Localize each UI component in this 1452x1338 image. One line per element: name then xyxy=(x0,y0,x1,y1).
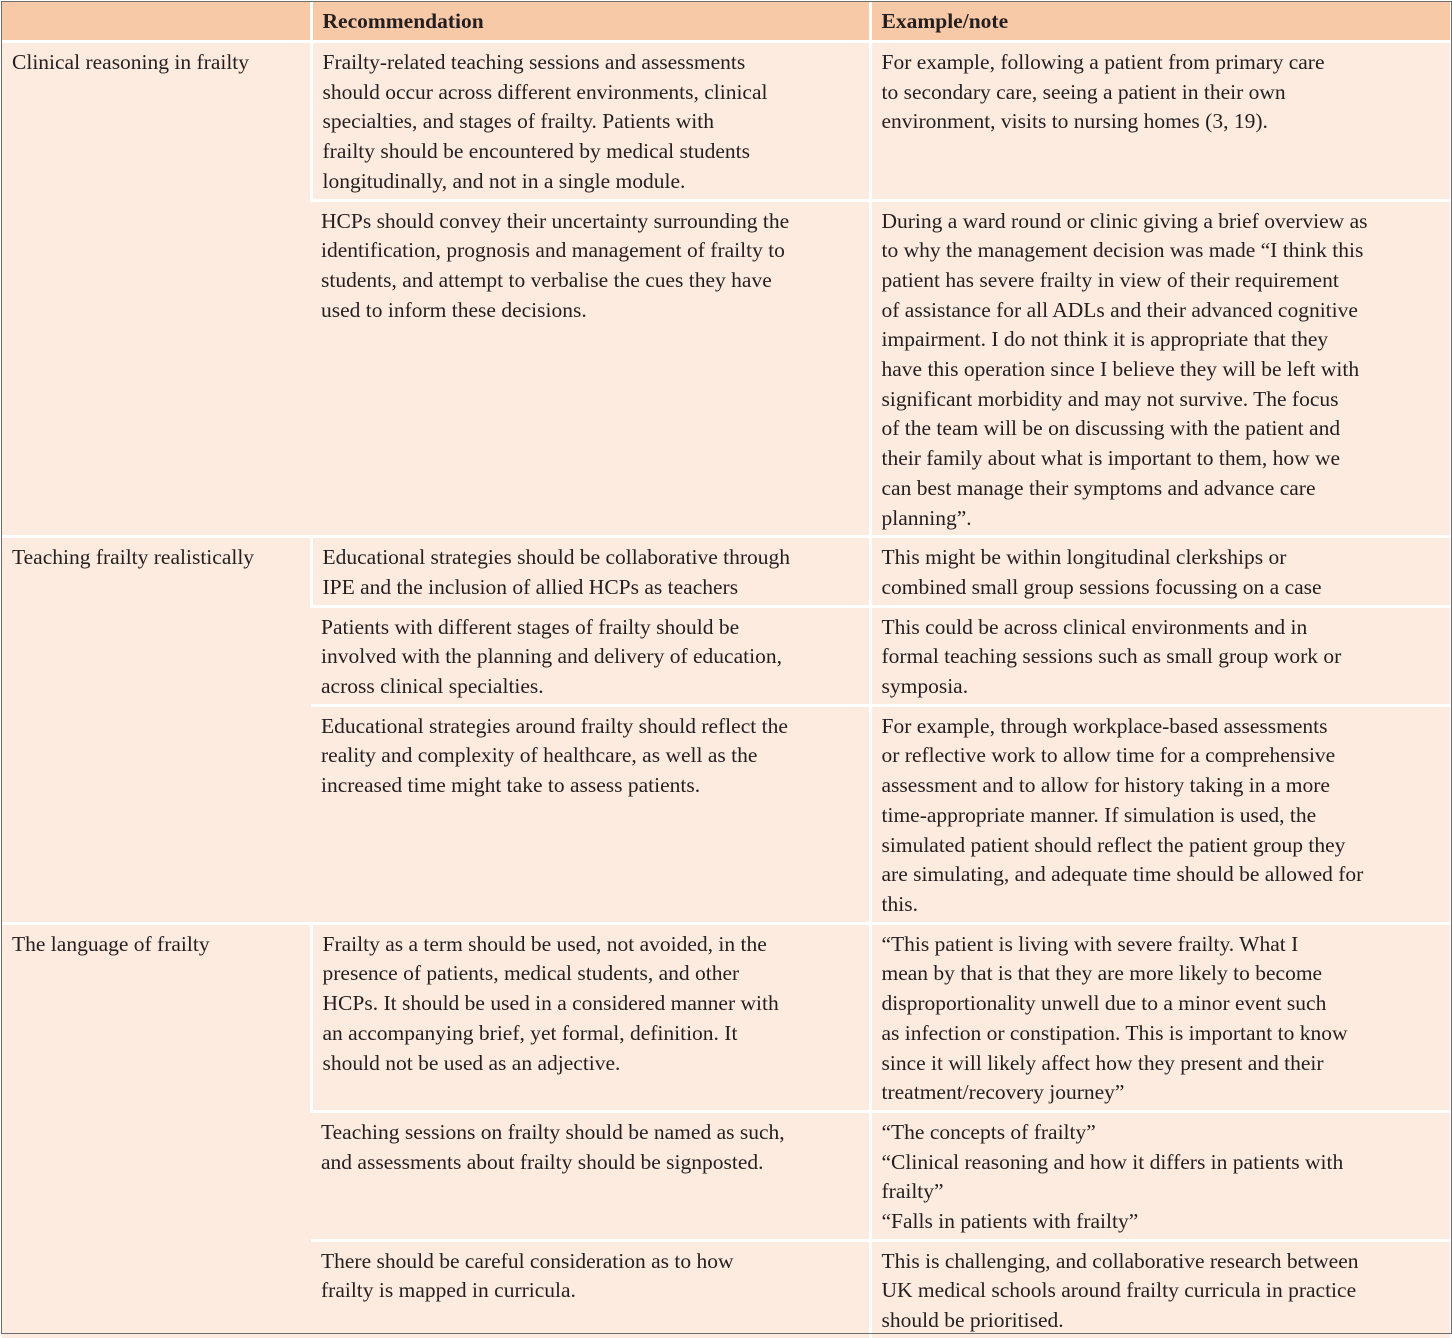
text-line: should occur across different environments, clinical xyxy=(322,79,768,104)
recommendation-cell xyxy=(311,705,870,923)
text-line: reality and complexity of healthcare, as well as the xyxy=(321,743,758,768)
text-line: There should be careful consideration as to how xyxy=(321,1248,734,1273)
text-line: patient has severe frailty in view of their requirement xyxy=(881,267,1339,292)
text-line: should not be used as an adjective. xyxy=(322,1050,621,1075)
text-line: of assistance for all ADLs and their advanced cognitive xyxy=(881,297,1358,322)
text-line: “Falls in patients with frailty” xyxy=(881,1209,1139,1234)
text-line: are simulating, and adequate time should be allowed for xyxy=(881,862,1364,887)
text-line: “This patient is living with severe frailty. What I xyxy=(881,931,1299,956)
text-line: IPE and the inclusion of allied HCPs as teachers xyxy=(322,574,739,599)
text-line: During a ward round or clinic giving a brief overview as xyxy=(881,208,1368,233)
recommendation-cell xyxy=(311,1111,870,1240)
table-row xyxy=(2,537,1450,606)
text-line: Patients with different stages of frailty should be xyxy=(321,614,740,639)
example-note-cell xyxy=(870,1111,1450,1240)
text-line: UK medical schools around frailty curricula in practice xyxy=(881,1278,1357,1303)
text-line: “The concepts of frailty” xyxy=(881,1119,1096,1144)
text-line: disproportionality unwell due to a minor event such xyxy=(881,991,1327,1016)
text-line: formal teaching sessions such as small group work or xyxy=(881,644,1342,669)
recommendation-cell xyxy=(311,923,870,1111)
header-recommendation: Recommendation xyxy=(311,2,870,42)
text-line: have this operation since I believe they will be left with xyxy=(881,357,1360,382)
table-row xyxy=(2,923,1450,1111)
text-line: HCPs. It should be used in a considered manner with xyxy=(322,991,779,1016)
theme-cell: The language of frailty xyxy=(2,923,311,1338)
example-note-cell xyxy=(870,1240,1450,1338)
text-line: and assessments about frailty should be signposted. xyxy=(321,1149,764,1174)
recommendation-cell xyxy=(311,606,870,705)
text-line: an accompanying brief, yet formal, definition. It xyxy=(322,1020,738,1045)
text-line: specialties, and stages of frailty. Patients with xyxy=(322,109,714,134)
text-line: Frailty-related teaching sessions and assessments xyxy=(322,50,746,74)
text-line: mean by that is that they are more likely to become xyxy=(881,961,1323,986)
theme-cell: Clinical reasoning in frailty xyxy=(2,42,311,537)
text-line: frailty” xyxy=(881,1179,944,1204)
text-line: involved with the planning and delivery of education, xyxy=(321,644,782,669)
text-line: students, and attempt to verbalise the cues they have xyxy=(321,267,772,292)
text-line: as infection or constipation. This is important to know xyxy=(881,1020,1348,1045)
recommendation-cell xyxy=(311,42,870,201)
text-line: frailty should be encountered by medical students xyxy=(322,139,750,164)
header-example-note: Example/note xyxy=(870,2,1450,42)
text-line: planning”. xyxy=(881,505,972,530)
table-row xyxy=(2,42,1450,201)
text-line: to why the management decision was made “I think this xyxy=(881,238,1364,263)
text-line: can best manage their symptoms and advance care xyxy=(881,475,1316,500)
text-line: of the team will be on discussing with the patient and xyxy=(881,416,1341,441)
text-line: This could be across clinical environments and in xyxy=(881,614,1308,639)
recommendation-cell xyxy=(311,1240,870,1338)
text-line: combined small group sessions focussing on a case xyxy=(881,574,1322,599)
text-line: presence of patients, medical students, and other xyxy=(322,961,740,986)
text-line: their family about what is important to them, how we xyxy=(881,446,1341,471)
text-line: used to inform these decisions. xyxy=(321,297,587,322)
text-line: identification, prognosis and management of frailty to xyxy=(321,238,785,263)
text-line: longitudinally, and not in a single module. xyxy=(322,168,686,193)
text-line: This is challenging, and collaborative research between xyxy=(881,1248,1359,1273)
text-line: to secondary care, seeing a patient in their own xyxy=(881,79,1286,104)
text-line: across clinical specialties. xyxy=(321,674,544,699)
text-line: environment, visits to nursing homes (3, 19). xyxy=(881,109,1268,134)
text-line: increased time might take to assess patients. xyxy=(321,773,701,798)
example-note-cell xyxy=(870,923,1450,1111)
table-header xyxy=(2,2,1450,42)
text-line: time-appropriate manner. If simulation is used, the xyxy=(881,802,1317,827)
example-note-cell xyxy=(870,705,1450,923)
header-theme xyxy=(2,2,311,42)
text-line: symposia. xyxy=(881,674,969,699)
text-line: impairment. I do not think it is appropriate that they xyxy=(881,327,1329,352)
text-line: should be prioritised. xyxy=(881,1308,1064,1333)
text-line: assessment and to allow for history taking in a more xyxy=(881,773,1330,798)
text-line: since it will likely affect how they present and their xyxy=(881,1050,1324,1075)
example-note-cell xyxy=(870,606,1450,705)
text-line: or reflective work to allow time for a comprehensive xyxy=(881,743,1336,768)
recommendation-cell xyxy=(311,537,870,606)
example-note-cell xyxy=(870,200,1450,537)
theme-cell: Teaching frailty realistically xyxy=(2,537,311,923)
text-line: Educational strategies should be collaborative through xyxy=(322,545,790,570)
text-line: frailty is mapped in curricula. xyxy=(321,1278,576,1303)
text-line: For example, through workplace-based assessments xyxy=(881,713,1328,738)
text-line: Educational strategies around frailty should reflect the xyxy=(321,713,788,738)
text-line: significant morbidity and may not survive. The focus xyxy=(881,386,1339,411)
text-line: treatment/recovery journey” xyxy=(881,1080,1125,1105)
example-note-cell xyxy=(870,42,1450,201)
text-line: simulated patient should reflect the patient group they xyxy=(881,832,1346,857)
text-line: Teaching sessions on frailty should be named as such, xyxy=(321,1119,785,1144)
text-line: this. xyxy=(881,891,918,916)
text-line: “Clinical reasoning and how it differs in patients with xyxy=(881,1149,1344,1174)
text-line: For example, following a patient from primary care xyxy=(881,50,1325,74)
table-body xyxy=(2,42,1450,1338)
text-line: Frailty as a term should be used, not avoided, in the xyxy=(322,931,767,956)
text-line: This might be within longitudinal clerkships or xyxy=(881,545,1287,570)
recommendation-cell xyxy=(311,200,870,537)
recommendations-table xyxy=(2,2,1450,1338)
example-note-cell xyxy=(870,537,1450,606)
text-line: HCPs should convey their uncertainty surrounding the xyxy=(321,208,790,233)
